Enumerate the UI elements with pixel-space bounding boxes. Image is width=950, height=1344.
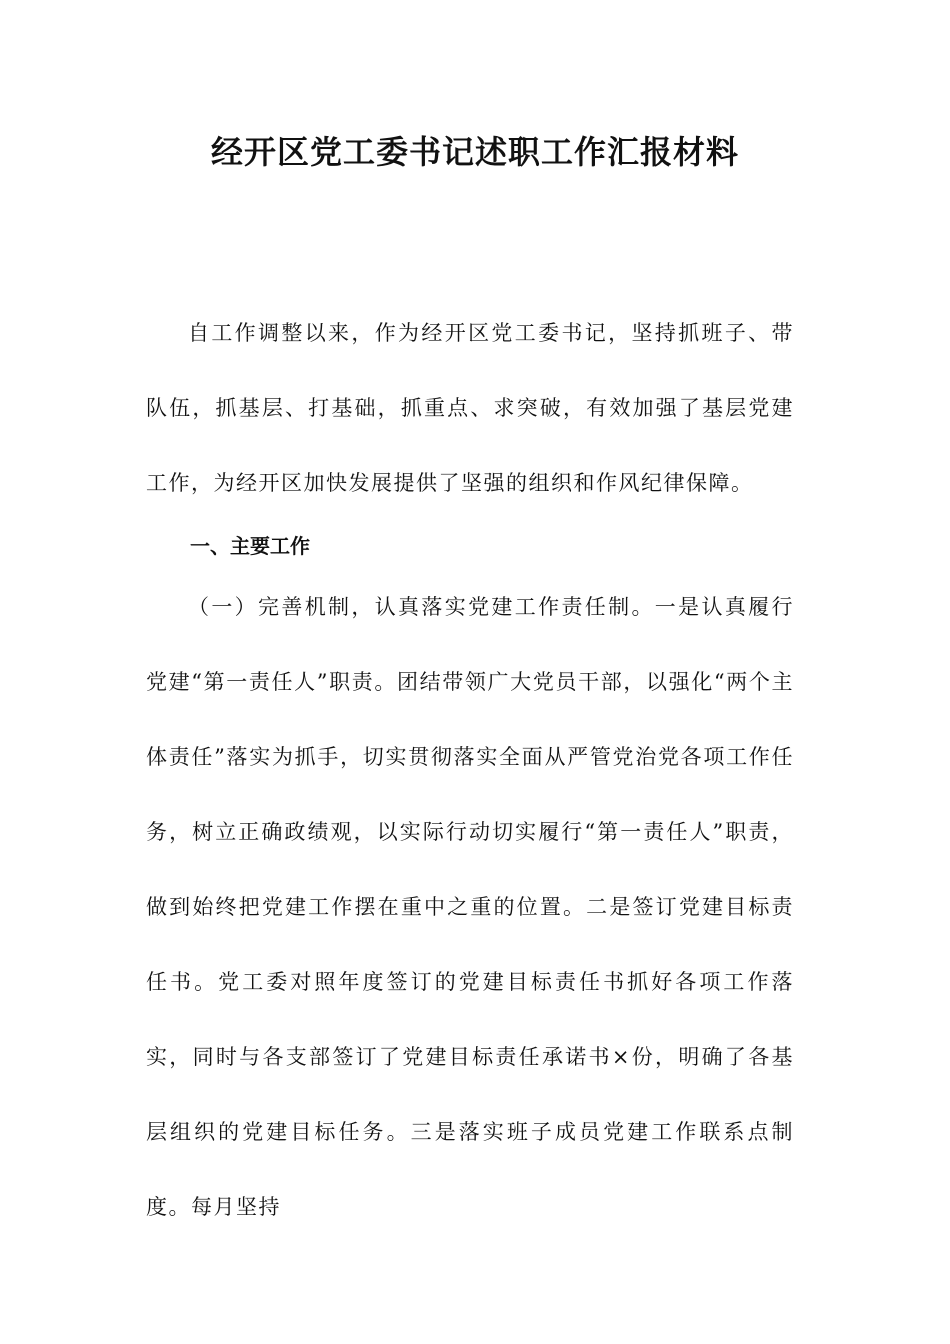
document-title: 经开区党工委书记述职工作汇报材料 [210,133,739,171]
intro-paragraph: 自工作调整以来，作为经开区党工委书记，坚持抓班子、带队伍，抓基层、打基础，抓重点、求突破，有效加强了基层党建工作，为经开区加快发展提供了坚强的组织和作风纪律保障。 [146,321,794,495]
section-heading-main-work: 一、主要工作 [190,534,310,558]
body-paragraph-mechanism: （一）完善机制，认真落实党建工作责任制。一是认真履行党建“第一责任人”职责。团结带领广大党员干部，以强化“两个主体责任”落实为抓手，切实贯彻落实全面从严管党治党各项工作任务，树立正确政绩观，以实际行动切实履行“第一责任人”职责，做到始终把党建工作摆在重中之重的位置。二是签订党建目标责任书。党工委对照年度签订的党建目标责任书抓好各项工作落实，同时与各支部签订了党建目标责任承诺书×份，明确了各基层组织的党建目标任务。三是落实班子成员党建工作联系点制度。每月坚持 [146,595,794,1219]
